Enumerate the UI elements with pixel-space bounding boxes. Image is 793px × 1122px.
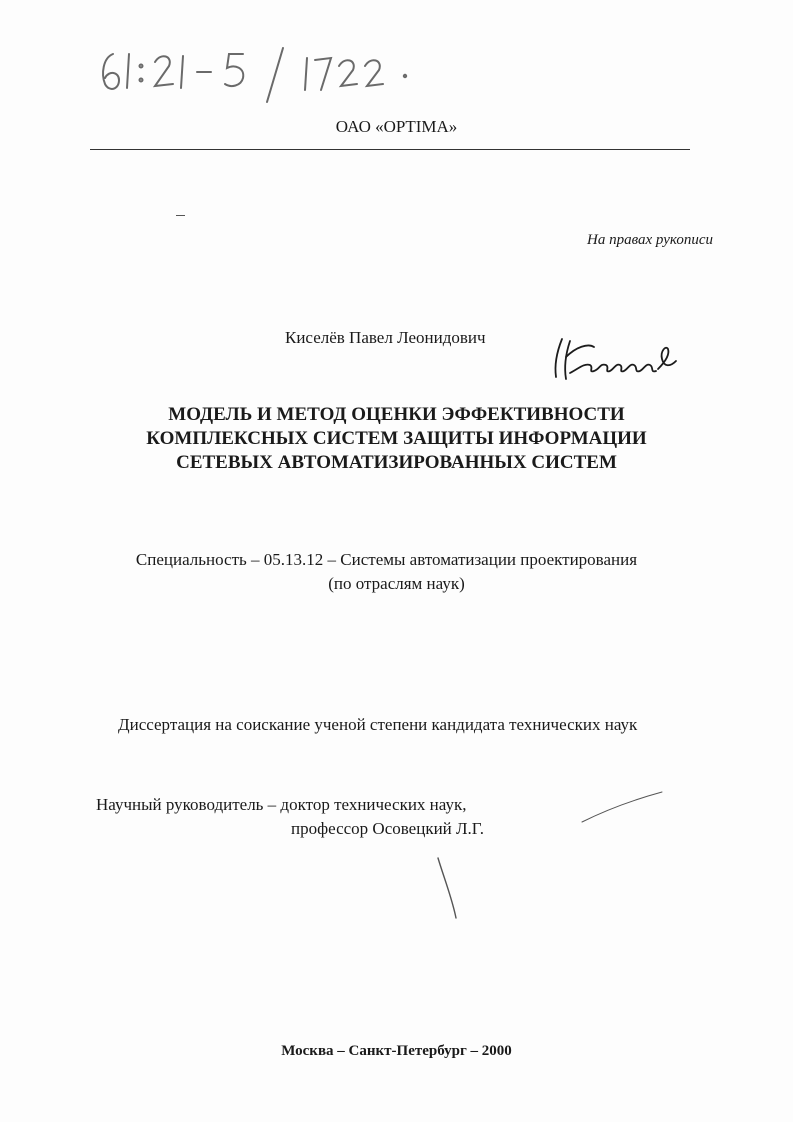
title-line-1: МОДЕЛЬ И МЕТОД ОЦЕНКИ ЭФФЕКТИВНОСТИ <box>168 404 625 425</box>
specialty-line-2: (по отраслям наук) <box>328 574 465 593</box>
degree-statement: Диссертация на соискание ученой степени кандидата технических наук <box>118 715 638 734</box>
supervisor-line-2: профессор Осовецкий Л.Г. <box>291 819 484 838</box>
supervisor-line-1: Научный руководитель – доктор технических наук, <box>96 795 467 814</box>
author-name: Киселёв Павел Леонидович <box>285 328 486 347</box>
title-line-2: КОМПЛЕКСНЫХ СИСТЕМ ЗАЩИТЫ ИНФОРМАЦИИ <box>146 428 647 449</box>
organization-name: ОАО «OPTIMA» <box>335 117 458 136</box>
specialty-line-1: Специальность – 05.13.12 – Системы автоматизации проектирования <box>135 550 638 569</box>
manuscript-rights-note: На правах рукописи <box>587 232 713 248</box>
title-line-3: СЕТЕВЫХ АВТОМАТИЗИРОВАННЫХ СИСТЕМ <box>176 452 617 473</box>
place-and-year: Москва – Санкт-Петербург – 2000 <box>281 1043 512 1059</box>
